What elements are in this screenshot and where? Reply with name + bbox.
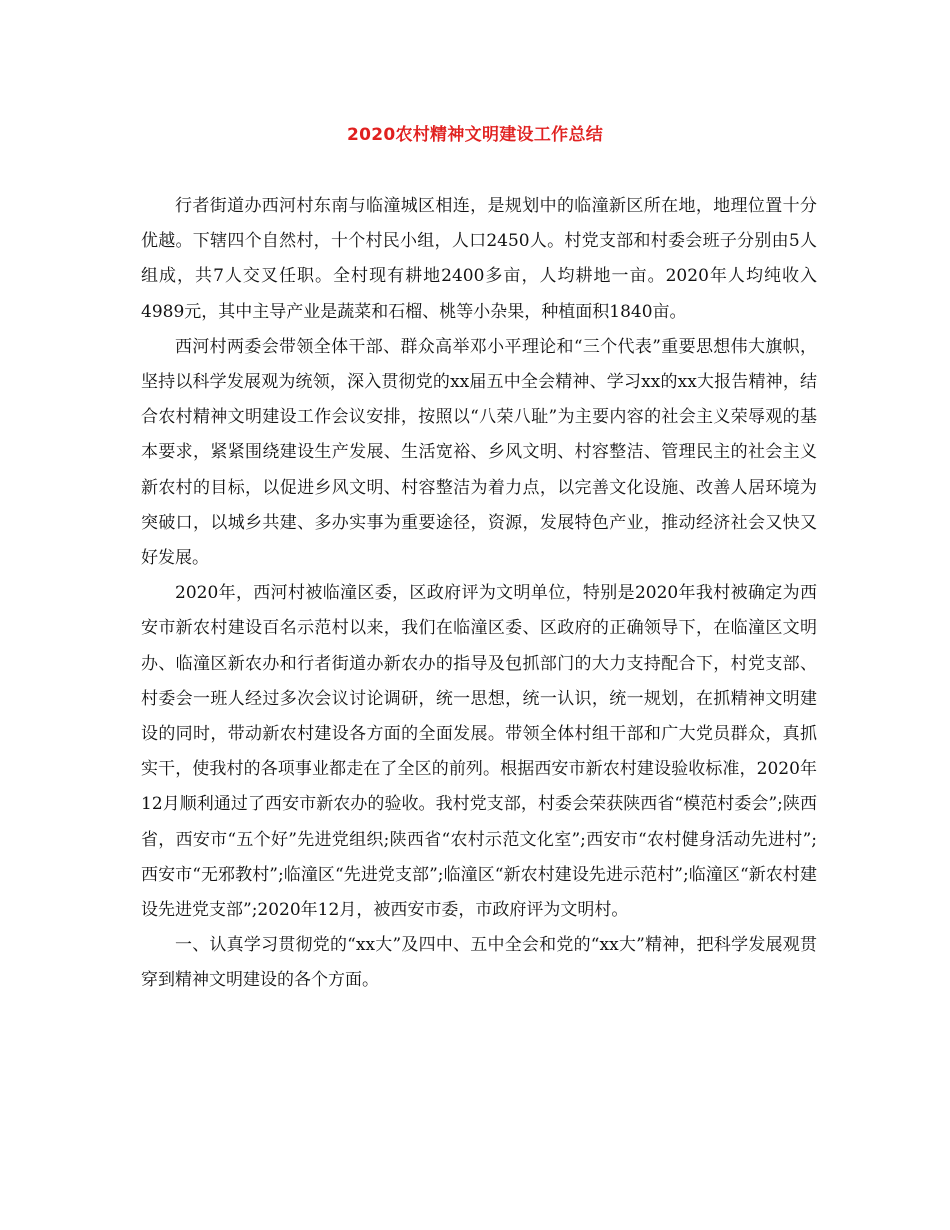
paragraph-3: 2020年，西河村被临潼区委，区政府评为文明单位，特别是2020年我村被确定为西安市新农村建设百名示范村以来，我们在临潼区委、区政府的正确领导下，在临潼区文明办、临潼区新农办和行者街道办新农办的指导及包抓部门的大力支持配合下，村党支部、村委会一班人经过多次会议讨论调研，统一思想，统一认识，统一规划，在抓精神文明建设的同时，带动新农村建设各方面的全面发展。带领全体村组干部和广大党员群众，真抓实干，使我村的各项事业都走在了全区的前列。根据西安市新农村建设验收标准，2020年12月顺利通过了西安市新农办的验收。我村党支部，村委会荣获陕西省“模范村委会”;陕西省，西安市“五个好”先进党组织;陕西省“农村示范文化室”;西安市“农村健身活动先进村”;西安市“无邪教村”;临潼区“先进党支部”;临潼区“新农村建设先进示范村”;临潼区“新农村建设先进党支部”;2020年12月，被西安市委，市政府评为文明村。 — [141, 583, 817, 921]
document-title: 2020农村精神文明建设工作总结 — [346, 125, 604, 145]
paragraph-4: 一、认真学习贯彻党的“xx大”及四中、五中全会和党的“xx大”精神，把科学发展观贯穿到精神文明建设的各个方面。 — [141, 935, 817, 991]
document-body — [141, 189, 817, 999]
paragraph-2: 西河村两委会带领全体干部、群众高举邓小平理论和“三个代表”重要思想伟大旗帜，坚持以科学发展观为统领，深入贯彻党的xx届五中全会精神、学习xx的xx大报告精神，结合农村精神文明建设工作会议安排，按照以“八荣八耻”为主要内容的社会主义荣辱观的基本要求，紧紧围绕建设生产发展、生活宽裕、乡风文明、村容整洁、管理民主的社会主义新农村的目标，以促进乡风文明、村容整洁为着力点，以完善文化设施、改善人居环境为突破口，以城乡共建、多办实事为重要途径，资源，发展特色产业，推动经济社会又快又好发展。 — [141, 336, 817, 569]
paragraph-1: 行者街道办西河村东南与临潼城区相连，是规划中的临潼新区所在地，地理位置十分优越。下辖四个自然村，十个村民小组，人口2450人。村党支部和村委会班子分别由5人组成，共7人交叉任职。全村现有耕地2400多亩，人均耕地一亩。2020年人均纯收入4989元，其中主导产业是蔬菜和石榴、桃等小杂果，种植面积1840亩。 — [141, 196, 817, 322]
